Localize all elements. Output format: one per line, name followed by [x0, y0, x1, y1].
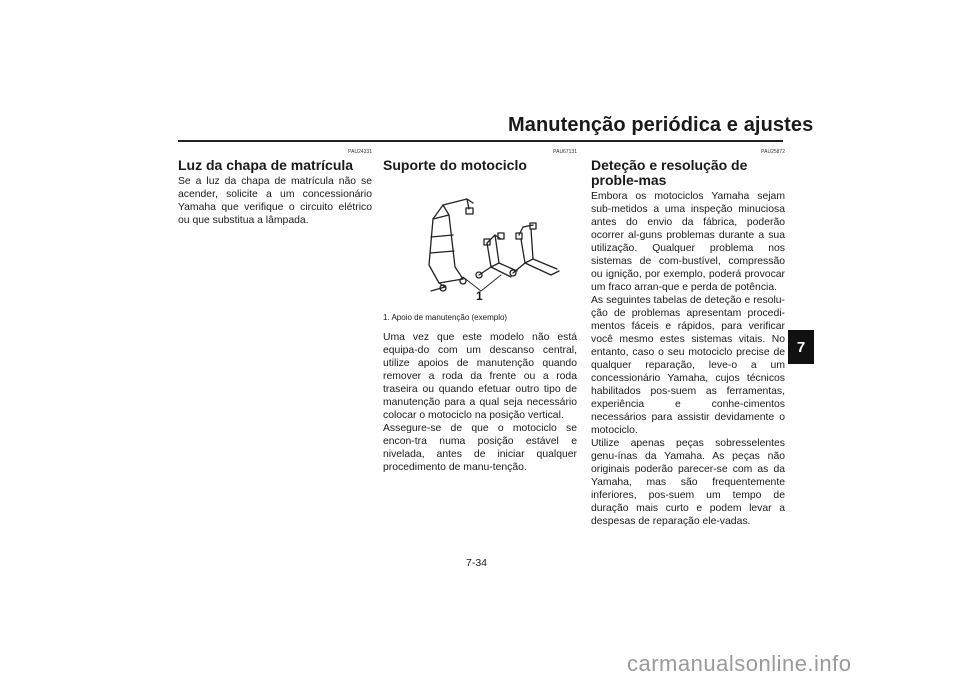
figure-caption: 1. Apoio de manutenção (exemplo): [383, 313, 508, 322]
section-code: PAU67131: [553, 149, 577, 155]
section-title: Luz da chapa de matrícula: [178, 157, 354, 173]
section-title: Deteção e resolução de proble-mas: [591, 157, 748, 188]
section-code: PAU24331: [348, 149, 372, 155]
chapter-tab: 7: [788, 330, 814, 364]
header-rule: [178, 140, 783, 142]
page-header-title: Manutenção periódica e ajustes: [508, 114, 814, 136]
section-body: Embora os motociclos Yamaha sejam sub-metidos a uma inspeção minuciosa antes do envio da fábrica, poderão ocorrer al-guns problemas durante a sua utilização. Qualquer problema nos sistemas de com-bustível, compressão ou ignição, por exemplo, poderá provocar um fraco arran-que e perda de potência. As seguintes tabelas de deteção e resolu-ção de problemas apresentam procedi-mentos fáceis e rápidos, para verificar você mesmo estes sistemas vitais. No entanto, caso o seu motociclo precise de qualquer reparação, leve-o a um concessionário Yamaha, cujos técnicos habilitados pos-suem as ferramentas, experiência e conhe-cimentos necessários para assistir devidamente o motociclo. Utilize apenas peças sobresselentes genu-ínas da Yamaha. As peças não originais poderão parecer-se com as da Yamaha, mas são frequentemente inferiores, pos-suem um tempo de duração mais curto e podem levar a despesas de reparação ele-vadas.: [591, 191, 785, 527]
section-stand: [383, 148, 577, 474]
section-code: PAU25872: [761, 149, 785, 155]
maintenance-stand-illustration: [383, 175, 577, 311]
page-number: 7-34: [466, 557, 488, 569]
section-license-light: [178, 148, 372, 227]
section-title: Suporte do motociclo: [383, 157, 527, 173]
section-troubleshooting: [591, 148, 785, 528]
section-body: Uma vez que este modelo não está equipa-do com um descanso central, utilize apoios de manutenção quando remover a roda da frente ou a roda traseira ou quando efetuar outro tipo de manutenção para a qual seja necessário colocar o motociclo na posição vertical. Assegure-se de que o motociclo se encon-tra numa posição estável e nivelada, antes de iniciar qualquer procedimento de manu-tenção.: [383, 332, 577, 473]
watermark: carmanualsonline.info: [627, 651, 852, 676]
figure-callout-number: 1: [476, 289, 483, 303]
section-body: Se a luz da chapa de matrícula não se acender, solicite a um concessionário Yamaha que verifique o circuito elétrico ou que substitua a lâmpada.: [178, 176, 372, 226]
